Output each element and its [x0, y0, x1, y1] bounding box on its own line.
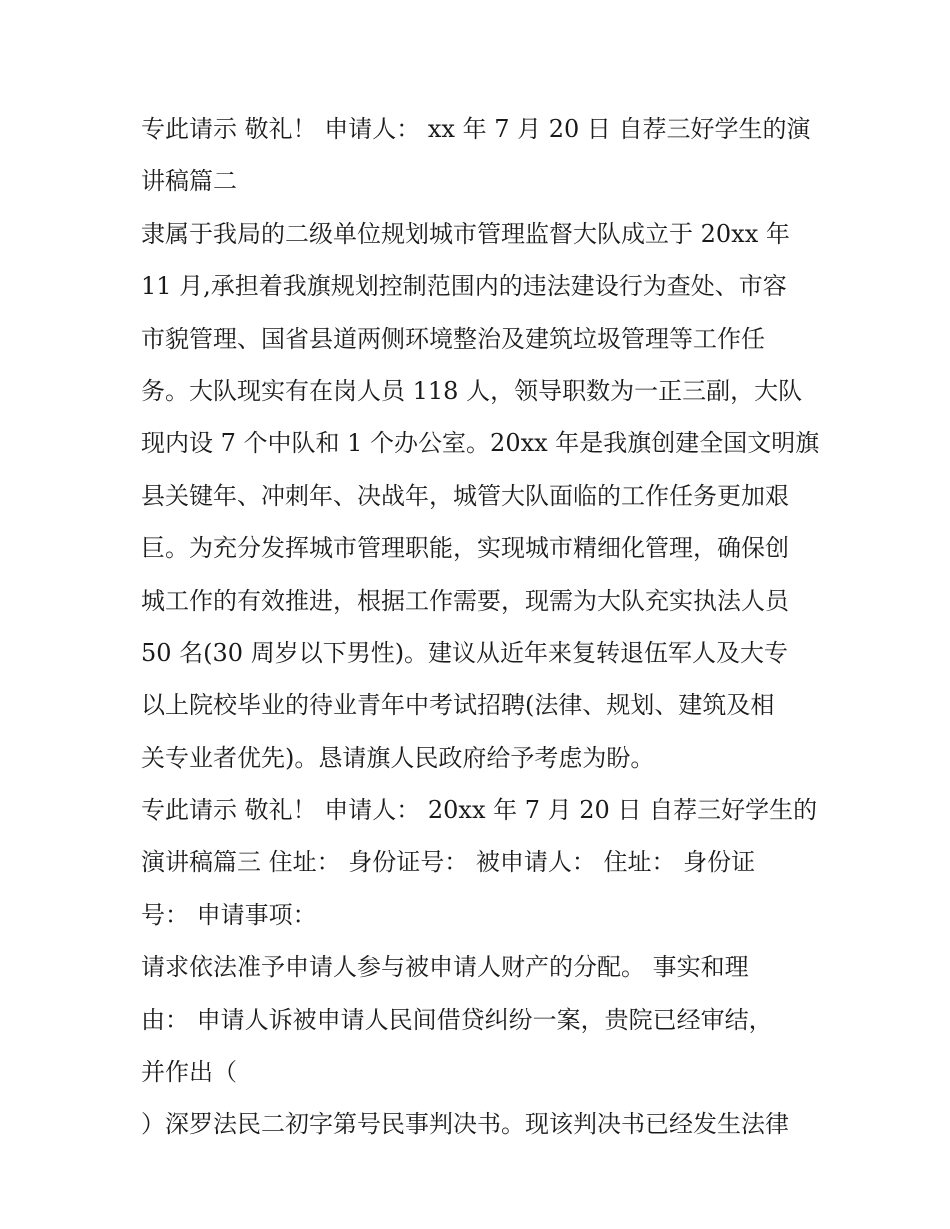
text-line: 务。大队现实有在岗人员 118 人，领导职数为一正三副，大队	[141, 376, 803, 405]
text-line: 11 月,承担着我旗规划控制范围内的违法建设行为查处、市容	[141, 272, 787, 301]
text-line: 由： 申请人诉被申请人民间借贷纠纷一案，贵院已经审结，	[141, 1005, 773, 1034]
text-line: 隶属于我局的二级单位规划城市管理监督大队成立于 20xx 年	[141, 219, 790, 248]
text-line: 市貌管理、国省县道两侧环境整治及建筑垃圾管理等工作任	[141, 324, 765, 353]
text-line: 巨。为充分发挥城市管理职能，实现城市精细化管理，确保创	[141, 534, 789, 563]
text-line: 现内设 7 个中队和 1 个办公室。20xx 年是我旗创建全国文明旗	[141, 429, 820, 458]
text-line: 请求依法准予申请人参与被申请人财产的分配。 事实和理	[141, 953, 749, 982]
text-line: 城工作的有效推进，根据工作需要，现需为大队充实执法人员	[141, 586, 789, 615]
text-line: 号： 申请事项：	[141, 900, 317, 929]
text-line: 关专业者优先)。恳请旗人民政府给予考虑为盼。	[141, 743, 655, 772]
text-line: 演讲稿篇三 住址： 身份证号： 被申请人： 住址： 身份证	[141, 848, 756, 877]
document-body	[141, 103, 821, 1151]
text-line: 50 名(30 周岁以下男性)。建议从近年来复转退伍军人及大专	[141, 638, 789, 667]
text-line: 以上院校毕业的待业青年中考试招聘(法律、规划、建筑及相	[141, 691, 775, 720]
text-line: 县关键年、冲刺年、决战年，城管大队面临的工作任务更加艰	[141, 481, 789, 510]
text-line: 专此请示 敬礼！ 申请人： 20xx 年 7 月 20 日 自荐三好学生的	[141, 796, 818, 825]
text-line: 专此请示 敬礼！ 申请人： xx 年 7 月 20 日 自荐三好学生的演	[141, 115, 811, 143]
text-line: 讲稿篇二	[141, 167, 237, 196]
text-line: ）深罗法民二初字第号民事判决书。现该判决书已经发生法律	[141, 1110, 789, 1139]
text-line: 并作出（	[141, 1058, 237, 1087]
